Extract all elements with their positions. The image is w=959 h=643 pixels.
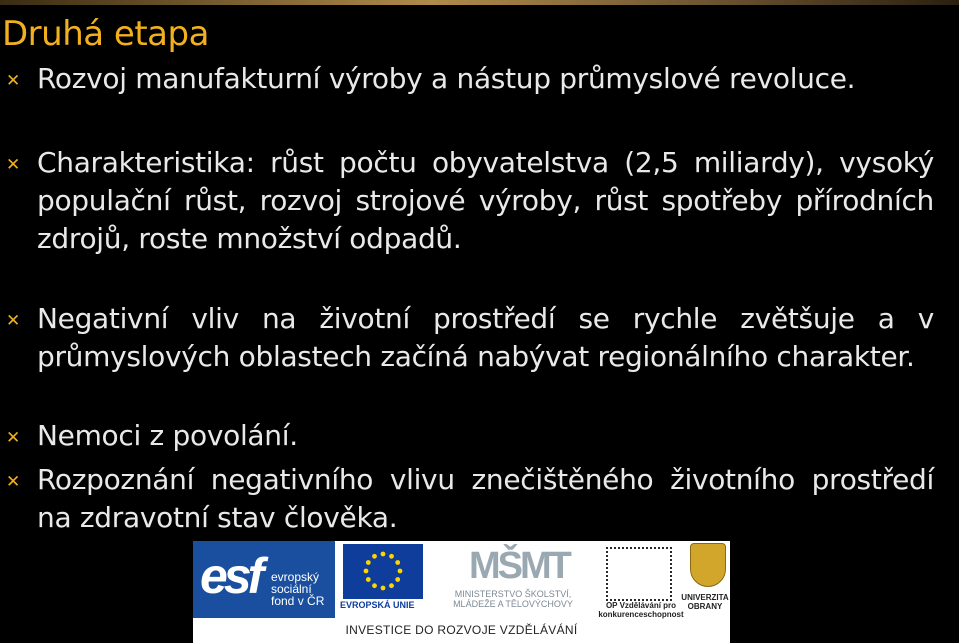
slide-title: Druhá etapa xyxy=(2,14,209,54)
bullet-text: Rozvoj manufakturní výroby a nástup průmyslové revoluce. xyxy=(37,62,856,95)
x-mark-icon: ✕ xyxy=(6,472,21,491)
logos-footer-text: INVESTICE DO ROZVOJE VZDĚLÁVÁNÍ xyxy=(345,623,578,637)
bullet-text: Charakteristika: růst počtu obyvatelstva (2,5 miliardy), vysoký populační růst, rozvoj strojové výroby, růst spotřeby přírodních zdrojů, roste množství odpadů. xyxy=(37,146,934,255)
x-mark-icon: ✕ xyxy=(6,428,21,447)
x-mark-icon: ✕ xyxy=(6,71,21,90)
top-accent-line xyxy=(0,0,959,5)
bullet-text: Negativní vliv na životní prostředí se rychle zvětšuje a v průmyslových oblastech začíná nabývat regionálního charakter. xyxy=(37,302,934,373)
esf-mark: esf xyxy=(200,548,261,604)
unob-shield-icon xyxy=(690,543,726,587)
x-mark-icon: ✕ xyxy=(6,155,21,174)
bullet-text: Nemoci z povolání. xyxy=(37,419,298,452)
msmt-logo-icon: MŠMT xyxy=(469,545,569,587)
esf-logo xyxy=(193,541,335,618)
bullet-text: Rozpoznání negativního vlivu znečištěného životního prostředí na zdravotní stav člověka. xyxy=(37,463,934,534)
op-label: OP Vzdělávání pro konkurenceschopnost xyxy=(598,601,684,619)
eu-flag-icon xyxy=(343,544,423,599)
msmt-label: MINISTERSTVO ŠKOLSTVÍ, MLÁDEŽE A TĚLOVÝCHOVY xyxy=(453,589,573,609)
eu-stars-icon xyxy=(343,544,423,599)
funding-logos-banner xyxy=(193,541,730,643)
x-mark-icon: ✕ xyxy=(6,311,21,330)
unob-label: UNIVERZITA OBRANY xyxy=(681,593,729,611)
esf-label: evropský sociální fond v ČR xyxy=(271,570,325,608)
op-logo-icon xyxy=(606,547,672,601)
eu-label: EVROPSKÁ UNIE xyxy=(340,600,415,610)
